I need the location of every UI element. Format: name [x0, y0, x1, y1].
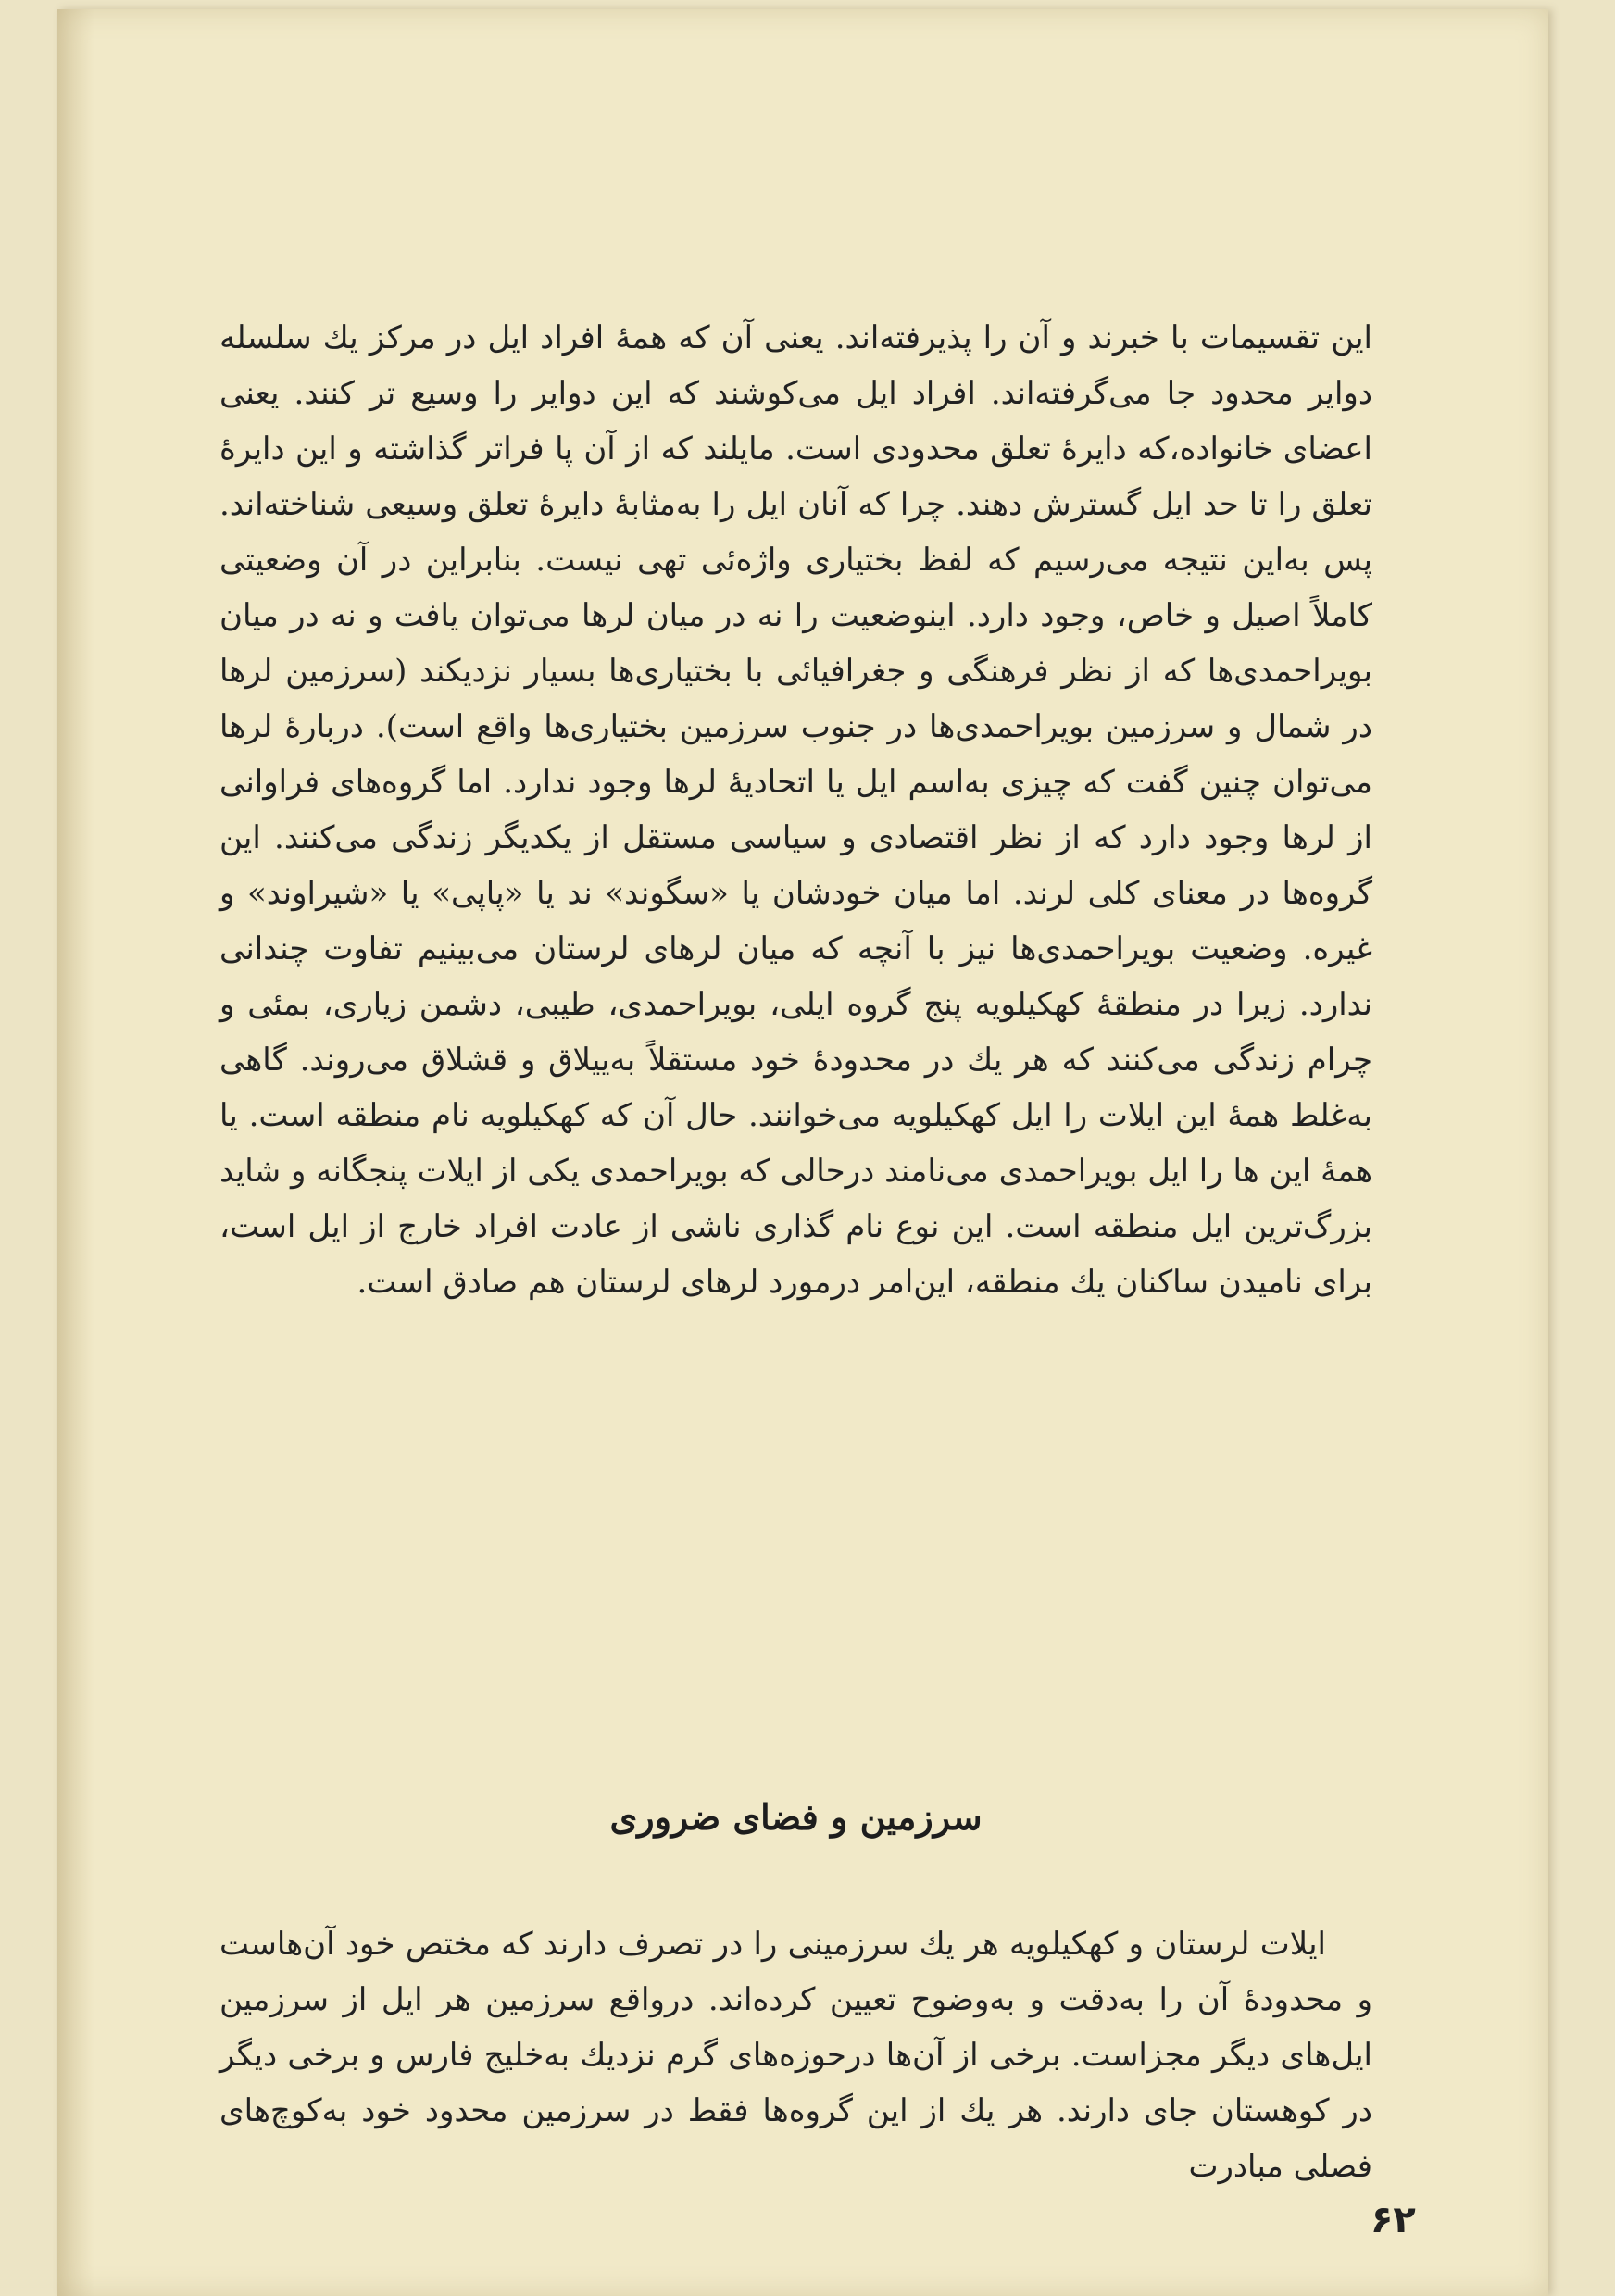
- paragraph-2: ایلات لرستان و کهکیلویه هر یك سرزمینی را در تصرف دارند که مختص خود آن‌هاست و محدودهٔ آن را به‌دقت و به‌وضوح تعیین کرده‌اند. درواقع سرزمین هر ایل از سرزمین ایل‌های دیگر مجزاست. برخی از آن‌ها درحوزه‌های گرم نزدیك به‌خلیج فارس و برخی دیگر در کوهستان جای دارند. هر یك از این گروه‌ها فقط در سرزمین محدود خود به‌کوچ‌های فصلی مبادرت: [219, 1926, 1372, 2185]
- paragraph-1: این تقسیمات با خبرند و آن را پذیرفته‌اند. یعنی آن که همهٔ افراد ایل در مرکز یك سلسله دوایر محدود جا می‌گرفته‌اند. افراد ایل می‌کوشند که این دوایر را وسیع تر کنند. یعنی اعضای خانواده،که دایرهٔ تعلق محدودی است. مایلند که از آن پا فراتر گذاشته و این دایرهٔ تعلق را تا حد ایل گسترش دهند. چرا که آنان ایل را به‌مثابهٔ دایرهٔ تعلق وسیعی شناخته‌اند. پس به‌این نتیجه می‌رسیم که لفظ بختیاری واژه‌ئی تهی نیست. بنابراین در آن وضعیتی کاملاً اصیل و خاص، وجود دارد. اینوضعیت را نه در میان لرها می‌توان یافت و نه در میان بویراحمدی‌ها که از نظر فرهنگی و جغرافیائی با بختیاری‌ها بسیار نزدیکند (سرزمین لرها در شمال و سرزمین بویراحمدی‌ها در جنوب سرزمین بختیاری‌ها واقع است). دربارهٔ لرها می‌توان چنین گفت که چیزی به‌اسم ایل یا اتحادیهٔ لرها وجود ندارد. اما گروه‌های فراوانی از لرها وجود دارد که از نظر اقتصادی و سیاسی مستقل از یکدیگر زندگی می‌کنند. این گروه‌ها در معنای کلی لرند. اما میان خودشان یا «سگوند» ند یا «پاپی» یا «شیراوند» و غیره. وضعیت بویراحمدی‌ها نیز با آنچه که میان لرهای لرستان می‌بینیم تفاوت چندانی ندارد. زیرا در منطقهٔ کهکیلویه پنج گروه ایلی، بویراحمدی، طیبی، دشمن زیاری، بمئی و چرام زندگی می‌کنند که هر یك در محدودهٔ خود مستقلاً به‌ییلاق و قشلاق می‌روند. گاهی به‌غلط همهٔ این ایلات را ایل کهکیلویه می‌خوانند. حال آن که کهکیلویه نام منطقه است. یا همهٔ این ها را ایل بویراحمدی می‌نامند درحالی که بویراحمدی یکی از ایلات پنجگانه و شاید بزرگ‌ترین ایل منطقه است. این نوع نام گذاری ناشی از عادت افراد خارج از ایل است، برای نامیدن ساکنان یك منطقه، این‌امر درمورد لرهای لرستان هم صادق است.: [219, 319, 1373, 1301]
- book-page: [57, 9, 1548, 2296]
- body-text-section-2: [219, 1916, 1372, 2194]
- page-number: ۶۲: [1371, 2199, 1416, 2241]
- spine-shadow: [57, 9, 94, 2296]
- body-text-section-1: [219, 310, 1372, 1310]
- section-heading: سرزمین و فضای ضروری: [609, 1796, 983, 1838]
